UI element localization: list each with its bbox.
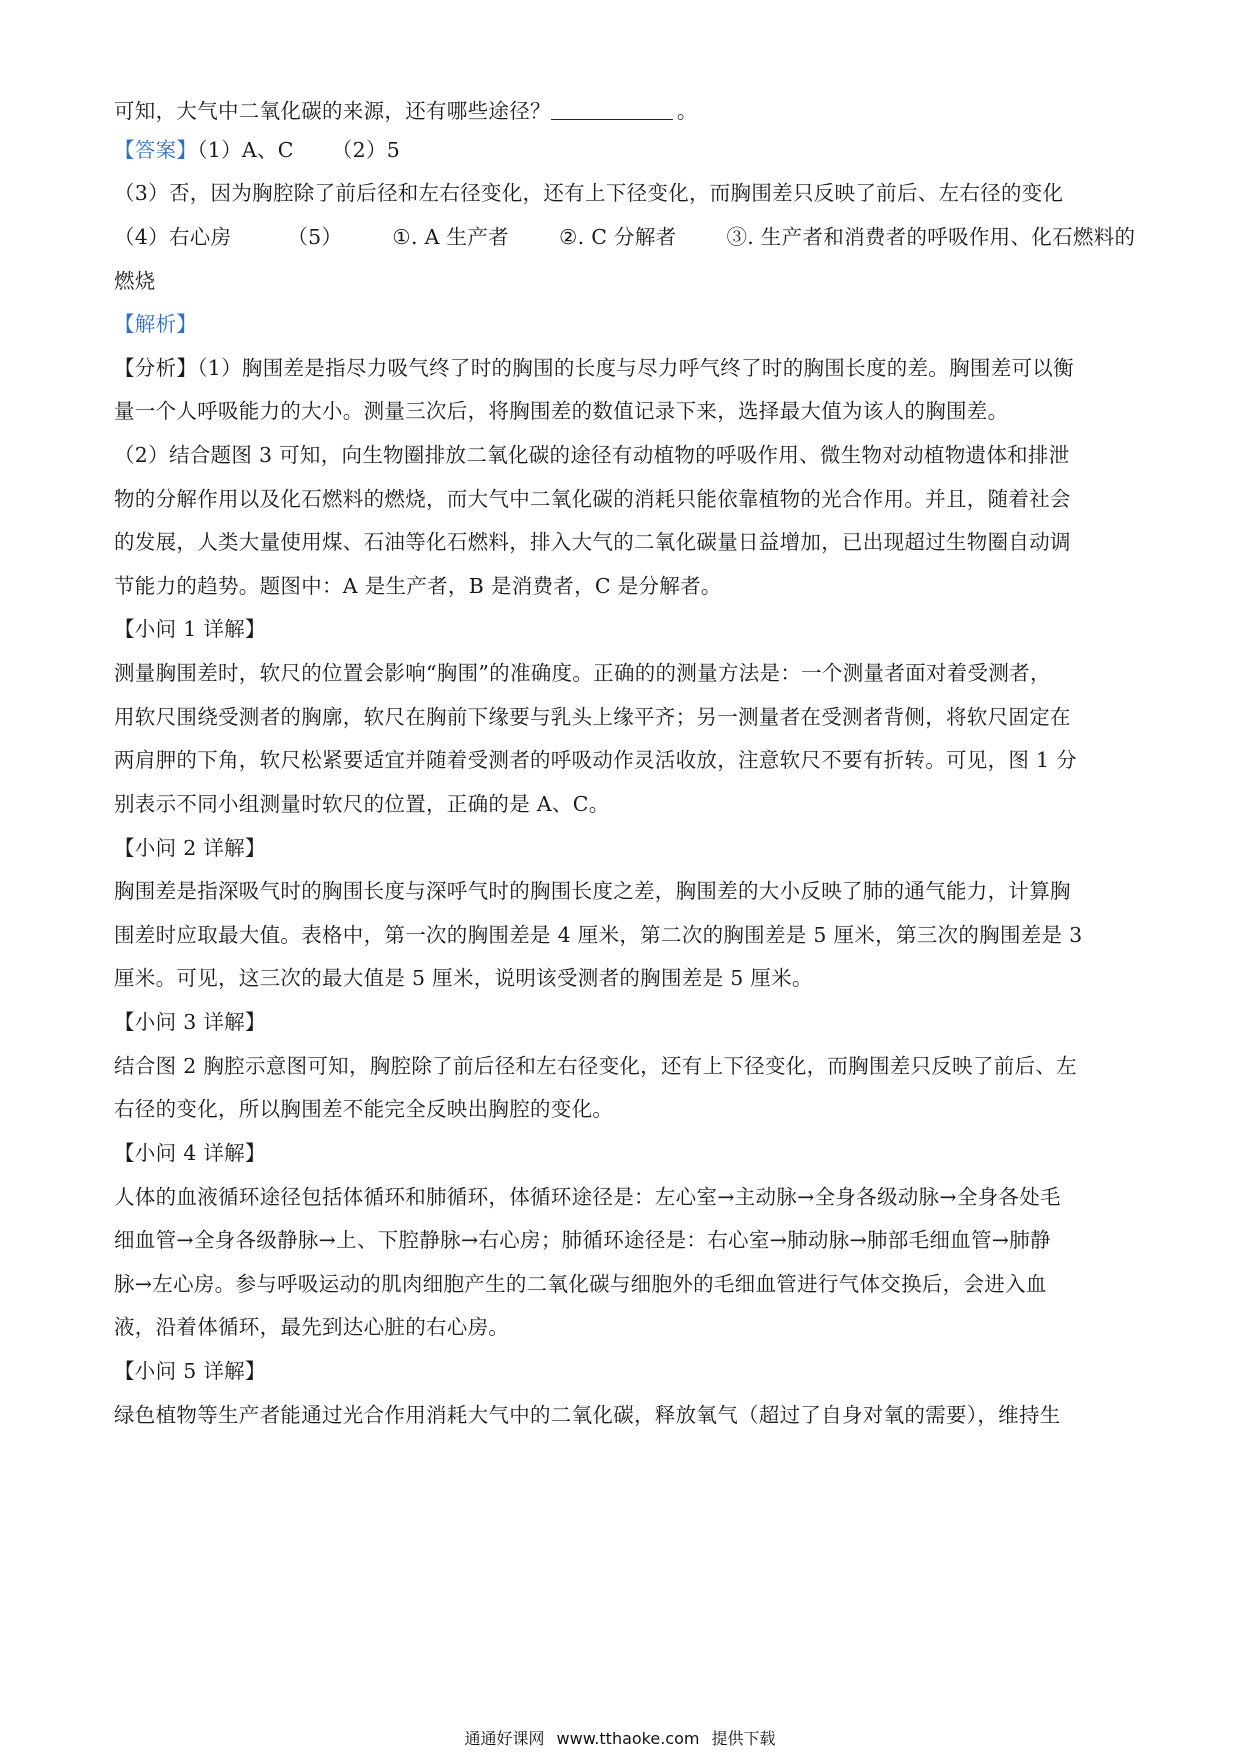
paragraph-line: 液，沿着体循环，最先到达心脏的右心房。 [114, 1315, 510, 1339]
analysis-line-6: 节能力的趋势。题图中：A 是生产者，B 是消费者，C 是分解者。 [114, 574, 722, 598]
paragraph-line: 结合图 2 胸腔示意图可知，胸腔除了前后径和左右径变化，还有上下径变化，而胸围差只反映了前后、左 [114, 1054, 1077, 1078]
paragraph-line: 两肩胛的下角，软尺松紧要适宜并随着受测者的呼吸动作灵活收放，注意软尺不要有折转。可见，图 1 分 [114, 748, 1077, 772]
answer-tag: 【答案】 [114, 138, 198, 162]
analysis-line-3: （2）结合题图 3 可知，向生物圈排放二氧化碳的途径有动植物的呼吸作用、微生物对动植物遗体和排泄 [114, 443, 1070, 467]
answer-line-1: 【答案】（1）A、C （2）5 [114, 138, 401, 162]
subquestion-2-heading: 【小问 2 详解】 [114, 836, 266, 860]
footer-site: 通通好课网 [464, 1729, 545, 1748]
paragraph-line: 测量胸围差时，软尺的位置会影响“胸围”的准确度。正确的的测量方法是：一个测量者面对着受测者， [114, 661, 1051, 685]
answer-line-3: （3）否，因为胸腔除了前后径和左右径变化，还有上下径变化，而胸围差只反映了前后、左右径的变化 [114, 181, 1064, 205]
fenxi-tag: 【分析】 [114, 356, 198, 380]
analysis-tag: 【解析】 [114, 312, 198, 336]
paragraph-line: 胸围差是指深吸气时的胸围长度与深呼气时的胸围长度之差，胸围差的大小反映了肺的通气能力，计算胸 [114, 879, 1071, 903]
analysis-line-1: 【分析】（1）胸围差是指尽力吸气终了时的胸围的长度与尽力呼气终了时的胸围长度的差。胸围差可以衡 [114, 356, 1074, 380]
analysis-line-4: 物的分解作用以及化石燃料的燃烧，而大气中二氧化碳的消耗只能依靠植物的光合作用。并且，随着社会 [114, 487, 1071, 511]
paragraph-line: 别表示不同小组测量时软尺的位置，正确的是 A、C。 [114, 792, 610, 816]
page-footer [0, 1729, 1240, 1749]
paragraph-line: 围差时应取最大值。表格中，第一次的胸围差是 4 厘米，第二次的胸围差是 5 厘米，第三次的胸围差是 3 [114, 923, 1083, 947]
footer-url[interactable]: www.tthaoke.com [556, 1729, 700, 1748]
paragraph-line: 用软尺围绕受测者的胸廓，软尺在胸前下缘要与乳头上缘平齐；另一测量者在受测者背侧，将软尺固定在 [114, 705, 1071, 729]
question-line: 可知，大气中二氧化碳的来源，还有哪些途径？ 。 [114, 99, 698, 123]
answer-blank [551, 97, 673, 120]
paragraph-line: 厘米。可见，这三次的最大值是 5 厘米，说明该受测者的胸围差是 5 厘米。 [114, 966, 813, 990]
paragraph-line: 绿色植物等生产者能通过光合作用消耗大气中的二氧化碳，释放氧气（超过了自身对氧的需要），维持生 [114, 1403, 1061, 1427]
analysis-line-2: 量一个人呼吸能力的大小。测量三次后，将胸围差的数值记录下来，选择最大值为该人的胸围差。 [114, 399, 1009, 423]
answer-line-5: 燃烧 [114, 269, 156, 293]
answer-line-4: （4）右心房 （5） ①. A 生产者 ②. C 分解者 ③. 生产者和消费者的呼吸作用、化石燃料的 [114, 225, 1136, 249]
subquestion-4-heading: 【小问 4 详解】 [114, 1141, 266, 1165]
paragraph-line: 人体的血液循环途径包括体循环和肺循环，体循环途径是：左心室→主动脉→全身各级动脉→全身各处毛 [114, 1185, 1061, 1209]
subquestion-3-heading: 【小问 3 详解】 [114, 1010, 266, 1034]
subquestion-1-heading: 【小问 1 详解】 [114, 617, 266, 641]
paragraph-line: 脉→左心房。参与呼吸运动的肌肉细胞产生的二氧化碳与细胞外的毛细血管进行气体交换后，会进入血 [114, 1272, 1047, 1296]
footer-note: 提供下载 [711, 1729, 776, 1748]
subquestion-5-heading: 【小问 5 详解】 [114, 1359, 266, 1383]
paragraph-line: 细血管→全身各级静脉→上、下腔静脉→右心房；肺循环途径是：右心室→肺动脉→肺部毛细血管→肺静 [114, 1228, 1051, 1252]
analysis-line-5: 的发展，人类大量使用煤、石油等化石燃料，排入大气的二氧化碳量日益增加，已出现超过生物圈自动调 [114, 530, 1071, 554]
paragraph-line: 右径的变化，所以胸围差不能完全反映出胸腔的变化。 [114, 1097, 614, 1121]
